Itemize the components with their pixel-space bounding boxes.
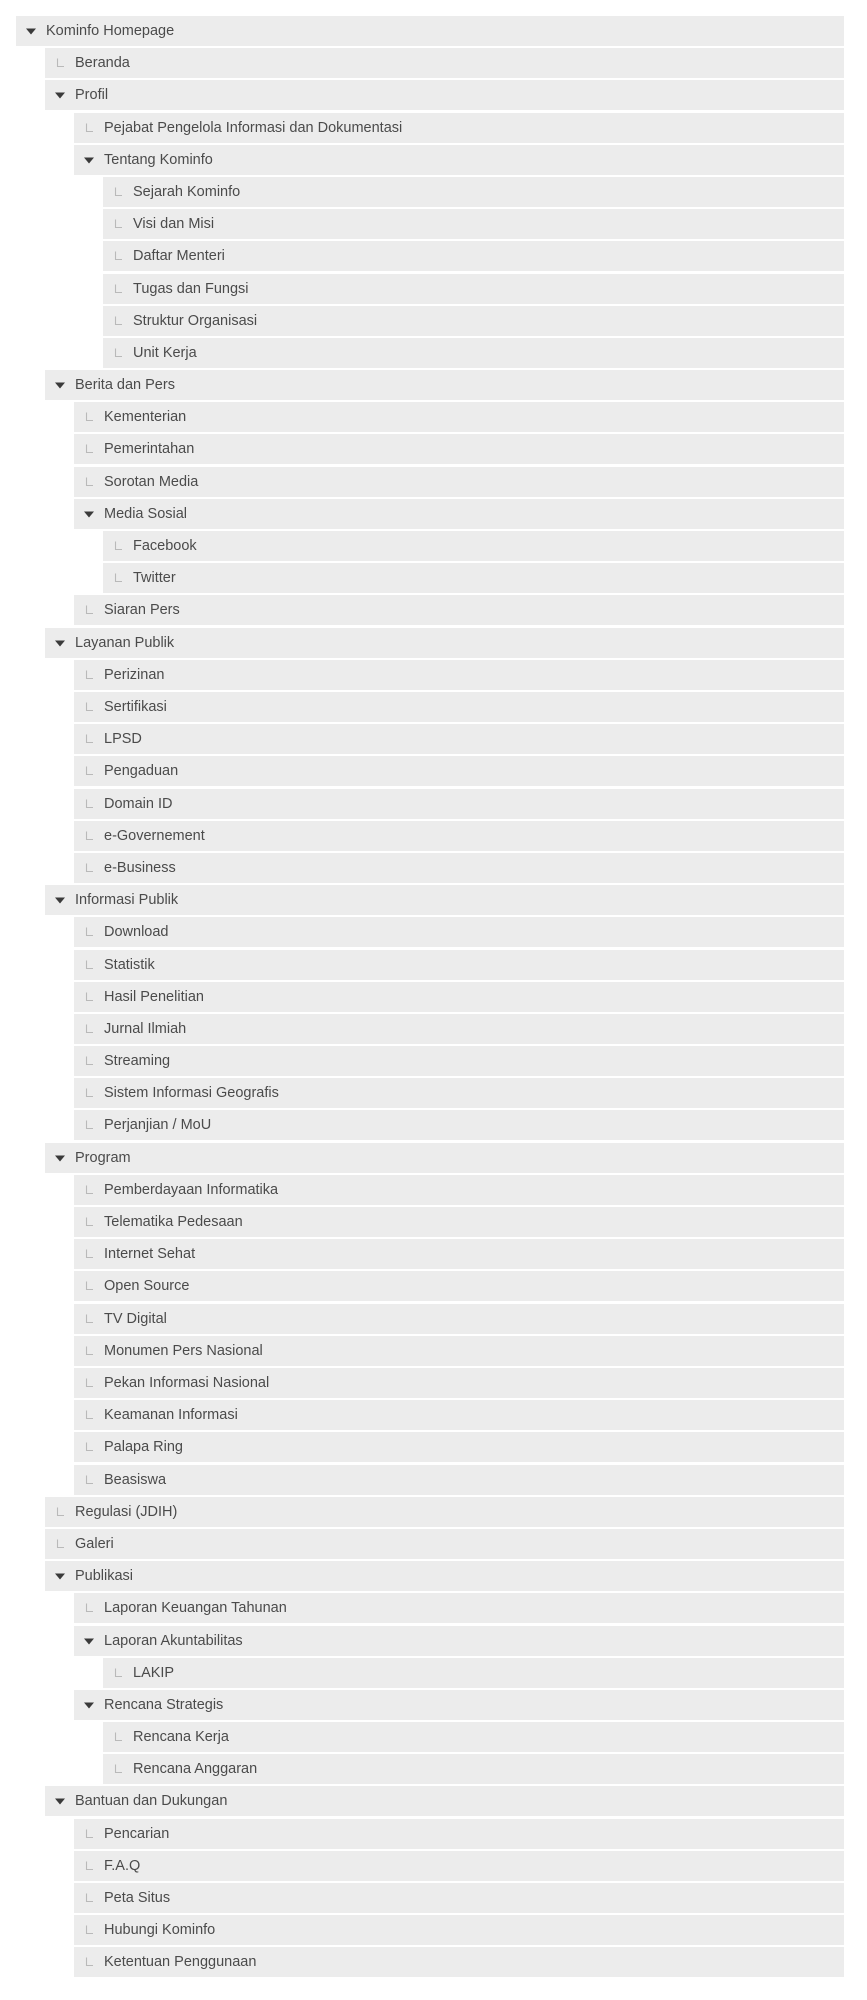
tree-branch-icon (83, 1087, 95, 1099)
sitemap-item-label[interactable]: Laporan Keuangan Tahunan (104, 1600, 287, 1616)
caret-down-icon[interactable] (83, 154, 95, 166)
sitemap-item-rencana-anggaran[interactable] (103, 1754, 844, 1784)
caret-down-icon[interactable] (83, 1635, 95, 1647)
sitemap-item-label[interactable]: Publikasi (75, 1568, 134, 1584)
sitemap-item-sistem-informasi-geografis[interactable] (74, 1078, 844, 1108)
sitemap-item-label[interactable]: Struktur Organisasi (133, 313, 258, 329)
tree-branch-icon (83, 1474, 95, 1486)
caret-down-icon[interactable] (54, 1152, 66, 1164)
sitemap-item-label[interactable]: LPSD (104, 731, 142, 747)
sitemap-item-label[interactable]: Statistik (104, 957, 155, 973)
sitemap-item-label[interactable]: Peta Situs (104, 1890, 171, 1906)
tree-branch-icon (112, 315, 124, 327)
sitemap-item-daftar-menteri[interactable] (103, 241, 844, 271)
tree-branch-icon (83, 476, 95, 488)
tree-branch-icon (83, 1216, 95, 1228)
sitemap-item-pejabat-pengelola-informasi-dan-dokumentasi[interactable] (74, 113, 844, 143)
sitemap-item-label[interactable]: Media Sosial (104, 506, 188, 522)
sitemap-item-regulasi-jdih[interactable] (45, 1497, 844, 1527)
sitemap-item-perjanjian-mou[interactable] (74, 1110, 844, 1140)
tree-branch-icon (112, 250, 124, 262)
sitemap-item-pekan-informasi-nasional[interactable] (74, 1368, 844, 1398)
tree-branch-icon (112, 1731, 124, 1743)
sitemap-item-profil[interactable] (45, 80, 844, 110)
tree-branch-icon (83, 443, 95, 455)
tree-branch-icon (112, 186, 124, 198)
tree-branch-icon (83, 1313, 95, 1325)
tree-branch-icon (112, 540, 124, 552)
sitemap-item-label[interactable]: Pencarian (104, 1826, 170, 1842)
sitemap-item-twitter[interactable] (103, 563, 844, 593)
sitemap-item-hubungi-kominfo[interactable] (74, 1915, 844, 1945)
caret-down-icon[interactable] (83, 508, 95, 520)
sitemap-item-rencana-strategis[interactable] (74, 1690, 844, 1720)
sitemap-item-label[interactable]: Download (104, 924, 169, 940)
sitemap-item-label[interactable]: Profil (75, 87, 109, 103)
sitemap-item-label[interactable]: Pejabat Pengelola Informasi dan Dokumentasi (104, 120, 403, 136)
sitemap-item-tugas-dan-fungsi[interactable] (103, 274, 844, 304)
sitemap-item-kementerian[interactable] (74, 402, 844, 432)
sitemap-item-label[interactable]: Sertifikasi (104, 699, 167, 715)
sitemap-item-label[interactable]: Hubungi Kominfo (104, 1922, 216, 1938)
sitemap-item-label[interactable]: Twitter (133, 570, 176, 586)
tree-branch-icon (83, 669, 95, 681)
sitemap-item-label[interactable]: e-Governement (104, 828, 205, 844)
sitemap-item-label[interactable]: Siaran Pers (104, 602, 180, 618)
sitemap-item-label[interactable]: Monumen Pers Nasional (104, 1343, 263, 1359)
sitemap-item-label[interactable]: Telematika Pedesaan (104, 1214, 243, 1230)
sitemap-item-berita-dan-pers[interactable] (45, 370, 844, 400)
tree-branch-icon (83, 959, 95, 971)
sitemap-item-label[interactable]: Tugas dan Fungsi (133, 281, 249, 297)
sitemap-item-bantuan-dan-dukungan[interactable] (45, 1786, 844, 1816)
sitemap-item-tentang-kominfo[interactable] (74, 145, 844, 175)
tree-branch-icon (112, 1763, 124, 1775)
tree-branch-icon (54, 1538, 66, 1550)
tree-branch-icon (83, 733, 95, 745)
tree-branch-icon (54, 1506, 66, 1518)
sitemap-item-label[interactable]: Palapa Ring (104, 1439, 183, 1455)
sitemap-item-label[interactable]: Laporan Akuntabilitas (104, 1633, 243, 1649)
sitemap-item-publikasi[interactable] (45, 1561, 844, 1591)
sitemap-item-label[interactable]: Jurnal Ilmiah (104, 1021, 187, 1037)
sitemap-item-palapa-ring[interactable] (74, 1432, 844, 1462)
sitemap-item-label[interactable]: Galeri (75, 1536, 114, 1552)
sitemap-item-unit-kerja[interactable] (103, 338, 844, 368)
tree-branch-icon (83, 1409, 95, 1421)
tree-branch-icon (83, 1602, 95, 1614)
tree-branch-icon (83, 1441, 95, 1453)
sitemap-item-sorotan-media[interactable] (74, 467, 844, 497)
sitemap-item-label[interactable]: Keamanan Informasi (104, 1407, 238, 1423)
sitemap-item-label[interactable]: Tentang Kominfo (104, 152, 213, 168)
tree-branch-icon (83, 122, 95, 134)
sitemap-item-label[interactable]: Facebook (133, 538, 197, 554)
sitemap-item-e-governement[interactable] (74, 821, 844, 851)
tree-branch-icon (83, 1119, 95, 1131)
caret-down-icon[interactable] (83, 1699, 95, 1711)
sitemap-item-label[interactable]: Berita dan Pers (75, 377, 175, 393)
tree-branch-icon (112, 1667, 124, 1679)
sitemap-item-label[interactable]: Beranda (75, 55, 130, 71)
sitemap-item-f-a-q[interactable] (74, 1851, 844, 1881)
caret-down-icon[interactable] (54, 89, 66, 101)
tree-branch-icon (83, 604, 95, 616)
sitemap-item-laporan-akuntabilitas[interactable] (74, 1626, 844, 1656)
sitemap-item-label[interactable]: Streaming (104, 1053, 171, 1069)
tree-branch-icon (83, 991, 95, 1003)
sitemap-item-label[interactable]: Rencana Kerja (133, 1729, 229, 1745)
sitemap-item-ketentuan-penggunaan[interactable] (74, 1947, 844, 1977)
tree-branch-icon (83, 1184, 95, 1196)
sitemap-item-label[interactable]: Hasil Penelitian (104, 989, 204, 1005)
caret-down-icon[interactable] (54, 894, 66, 906)
sitemap-item-label[interactable]: Rencana Strategis (104, 1697, 224, 1713)
sitemap-item-label[interactable]: Perizinan (104, 667, 165, 683)
sitemap-item-label[interactable]: Pemerintahan (104, 441, 195, 457)
sitemap-item-sejarah-kominfo[interactable] (103, 177, 844, 207)
tree-branch-icon (83, 1280, 95, 1292)
tree-branch-icon (83, 1828, 95, 1840)
sitemap-item-jurnal-ilmiah[interactable] (74, 1014, 844, 1044)
sitemap-item-pemerintahan[interactable] (74, 434, 844, 464)
caret-down-icon[interactable] (54, 1795, 66, 1807)
tree-branch-icon (83, 926, 95, 938)
sitemap-item-label[interactable]: Program (75, 1150, 131, 1166)
sitemap-item-label[interactable]: LAKIP (133, 1665, 175, 1681)
sitemap-item-media-sosial[interactable] (74, 499, 844, 529)
tree-branch-icon (112, 283, 124, 295)
sitemap-item-open-source[interactable] (74, 1271, 844, 1301)
sitemap-item-label[interactable]: Open Source (104, 1278, 190, 1294)
tree-branch-icon (83, 1892, 95, 1904)
sitemap-item-label[interactable]: Domain ID (104, 796, 173, 812)
sitemap-item-label[interactable]: Sistem Informasi Geografis (104, 1085, 279, 1101)
sitemap-item-pencarian[interactable] (74, 1819, 844, 1849)
sitemap-item-label[interactable]: Rencana Anggaran (133, 1761, 258, 1777)
tree-branch-icon (112, 572, 124, 584)
sitemap-item-program[interactable] (45, 1143, 844, 1173)
sitemap-item-pengaduan[interactable] (74, 756, 844, 786)
tree-branch-icon (83, 1055, 95, 1067)
sitemap-item-label[interactable]: Beasiswa (104, 1472, 167, 1488)
tree-branch-icon (83, 1956, 95, 1968)
sitemap-item-laporan-keuangan-tahunan[interactable] (74, 1593, 844, 1623)
sitemap-item-statistik[interactable] (74, 950, 844, 980)
sitemap-item-label[interactable]: Kementerian (104, 409, 187, 425)
sitemap-item-label[interactable]: Layanan Publik (75, 635, 175, 651)
sitemap-item-siaran-pers[interactable] (74, 595, 844, 625)
sitemap-item-pemberdayaan-informatika[interactable] (74, 1175, 844, 1205)
sitemap-item-label[interactable]: Pemberdayaan Informatika (104, 1182, 279, 1198)
caret-down-icon[interactable] (54, 637, 66, 649)
sitemap-item-label[interactable]: Perjanjian / MoU (104, 1117, 212, 1133)
tree-branch-icon (83, 411, 95, 423)
sitemap-item-internet-sehat[interactable] (74, 1239, 844, 1269)
tree-branch-icon (83, 1345, 95, 1357)
sitemap-item-kominfo-homepage[interactable] (16, 16, 844, 46)
sitemap-item-e-business[interactable] (74, 853, 844, 883)
caret-down-icon[interactable] (54, 1570, 66, 1582)
tree-branch-icon (83, 1860, 95, 1872)
sitemap-item-perizinan[interactable] (74, 660, 844, 690)
sitemap-item-label[interactable]: Informasi Publik (75, 892, 179, 908)
sitemap-item-domain-id[interactable] (74, 789, 844, 819)
tree-branch-icon (83, 862, 95, 874)
tree-branch-icon (83, 798, 95, 810)
sitemap-item-galeri[interactable] (45, 1529, 844, 1559)
sitemap-item-hasil-penelitian[interactable] (74, 982, 844, 1012)
sitemap-item-label[interactable]: Sejarah Kominfo (133, 184, 241, 200)
sitemap-item-label[interactable]: Daftar Menteri (133, 248, 225, 264)
sitemap-item-sertifikasi[interactable] (74, 692, 844, 722)
sitemap-item-lakip[interactable] (103, 1658, 844, 1688)
sitemap-item-facebook[interactable] (103, 531, 844, 561)
sitemap-item-peta-situs[interactable] (74, 1883, 844, 1913)
caret-down-icon[interactable] (25, 25, 37, 37)
sitemap-item-label[interactable]: Regulasi (JDIH) (75, 1504, 178, 1520)
sitemap-item-label[interactable]: Unit Kerja (133, 345, 197, 361)
sitemap-item-download[interactable] (74, 917, 844, 947)
sitemap-item-keamanan-informasi[interactable] (74, 1400, 844, 1430)
tree-branch-icon (83, 765, 95, 777)
sitemap-item-label[interactable]: Ketentuan Penggunaan (104, 1954, 257, 1970)
sitemap-item-label[interactable]: Pengaduan (104, 763, 179, 779)
sitemap-item-label[interactable]: Bantuan dan Dukungan (75, 1793, 228, 1809)
sitemap-item-label[interactable]: Sorotan Media (104, 474, 199, 490)
sitemap-item-visi-dan-misi[interactable] (103, 209, 844, 239)
tree-branch-icon (83, 1377, 95, 1389)
tree-branch-icon (83, 1924, 95, 1936)
sitemap-item-tv-digital[interactable] (74, 1304, 844, 1334)
sitemap-item-layanan-publik[interactable] (45, 628, 844, 658)
tree-branch-icon (112, 347, 124, 359)
sitemap-item-rencana-kerja[interactable] (103, 1722, 844, 1752)
sitemap-item-label[interactable]: e-Business (104, 860, 176, 876)
sitemap-item-label[interactable]: Kominfo Homepage (46, 23, 175, 39)
sitemap-item-label[interactable]: Internet Sehat (104, 1246, 196, 1262)
sitemap-item-beranda[interactable] (45, 48, 844, 78)
tree-branch-icon (83, 830, 95, 842)
tree-branch-icon (83, 1248, 95, 1260)
sitemap-item-informasi-publik[interactable] (45, 885, 844, 915)
tree-branch-icon (83, 701, 95, 713)
sitemap-item-label[interactable]: Visi dan Misi (133, 216, 215, 232)
sitemap-item-beasiswa[interactable] (74, 1465, 844, 1495)
tree-branch-icon (112, 218, 124, 230)
sitemap-item-label[interactable]: TV Digital (104, 1311, 167, 1327)
sitemap-item-struktur-organisasi[interactable] (103, 306, 844, 336)
tree-branch-icon (54, 57, 66, 69)
sitemap-item-streaming[interactable] (74, 1046, 844, 1076)
sitemap-item-label[interactable]: Pekan Informasi Nasional (104, 1375, 270, 1391)
sitemap-item-monumen-pers-nasional[interactable] (74, 1336, 844, 1366)
sitemap-item-telematika-pedesaan[interactable] (74, 1207, 844, 1237)
tree-branch-icon (83, 1023, 95, 1035)
caret-down-icon[interactable] (54, 379, 66, 391)
sitemap-item-label[interactable]: F.A.Q (104, 1858, 141, 1874)
sitemap-item-lpsd[interactable] (74, 724, 844, 754)
